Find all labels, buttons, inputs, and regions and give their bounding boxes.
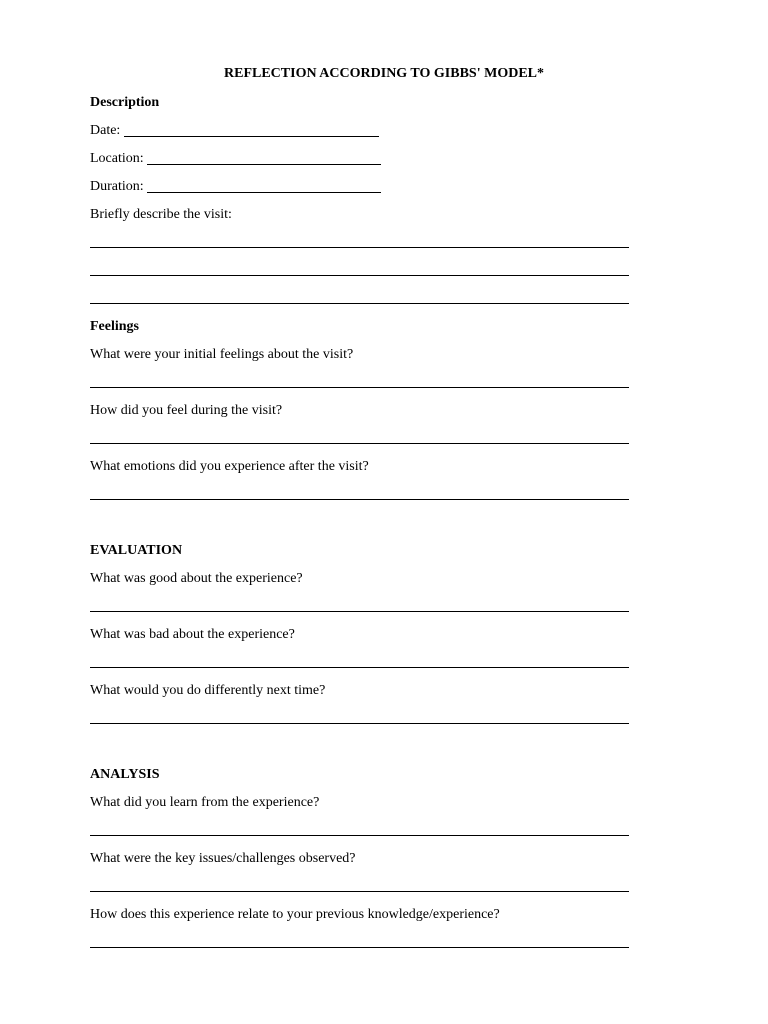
evaluation-question-2: What was bad about the experience? xyxy=(90,627,295,642)
analysis-question-1: What did you learn from the experience? xyxy=(90,795,320,810)
evaluation-heading: EVALUATION xyxy=(90,543,183,558)
analysis-answer-line-1[interactable] xyxy=(90,835,629,836)
location-label: Location: xyxy=(90,151,144,166)
visit-description-line-2[interactable] xyxy=(90,275,629,276)
evaluation-question-1: What was good about the experience? xyxy=(90,571,303,586)
analysis-question-2: What were the key issues/challenges observed? xyxy=(90,851,356,866)
evaluation-answer-line-2[interactable] xyxy=(90,667,629,668)
analysis-heading: ANALYSIS xyxy=(90,767,160,782)
visit-description-prompt: Briefly describe the visit: xyxy=(90,207,232,222)
analysis-question-3: How does this experience relate to your previous knowledge/experience? xyxy=(90,907,500,922)
feelings-question-2: How did you feel during the visit? xyxy=(90,403,283,418)
duration-field-line[interactable] xyxy=(147,192,381,193)
feelings-question-3: What emotions did you experience after the visit? xyxy=(90,459,369,474)
visit-description-line-3[interactable] xyxy=(90,303,629,304)
evaluation-answer-line-3[interactable] xyxy=(90,723,629,724)
analysis-answer-line-3[interactable] xyxy=(90,947,629,948)
feelings-heading: Feelings xyxy=(90,319,139,334)
date-field-line[interactable] xyxy=(124,136,379,137)
date-label: Date: xyxy=(90,123,121,138)
document-title: REFLECTION ACCORDING TO GIBBS' MODEL* xyxy=(224,66,544,81)
feelings-answer-line-2[interactable] xyxy=(90,443,629,444)
evaluation-question-3: What would you do differently next time? xyxy=(90,683,326,698)
description-heading: Description xyxy=(90,95,160,110)
duration-label: Duration: xyxy=(90,179,144,194)
feelings-answer-line-1[interactable] xyxy=(90,387,629,388)
evaluation-answer-line-1[interactable] xyxy=(90,611,629,612)
visit-description-line-1[interactable] xyxy=(90,247,629,248)
feelings-question-1: What were your initial feelings about the visit? xyxy=(90,347,354,362)
location-field-line[interactable] xyxy=(147,164,381,165)
analysis-answer-line-2[interactable] xyxy=(90,891,629,892)
feelings-answer-line-3[interactable] xyxy=(90,499,629,500)
